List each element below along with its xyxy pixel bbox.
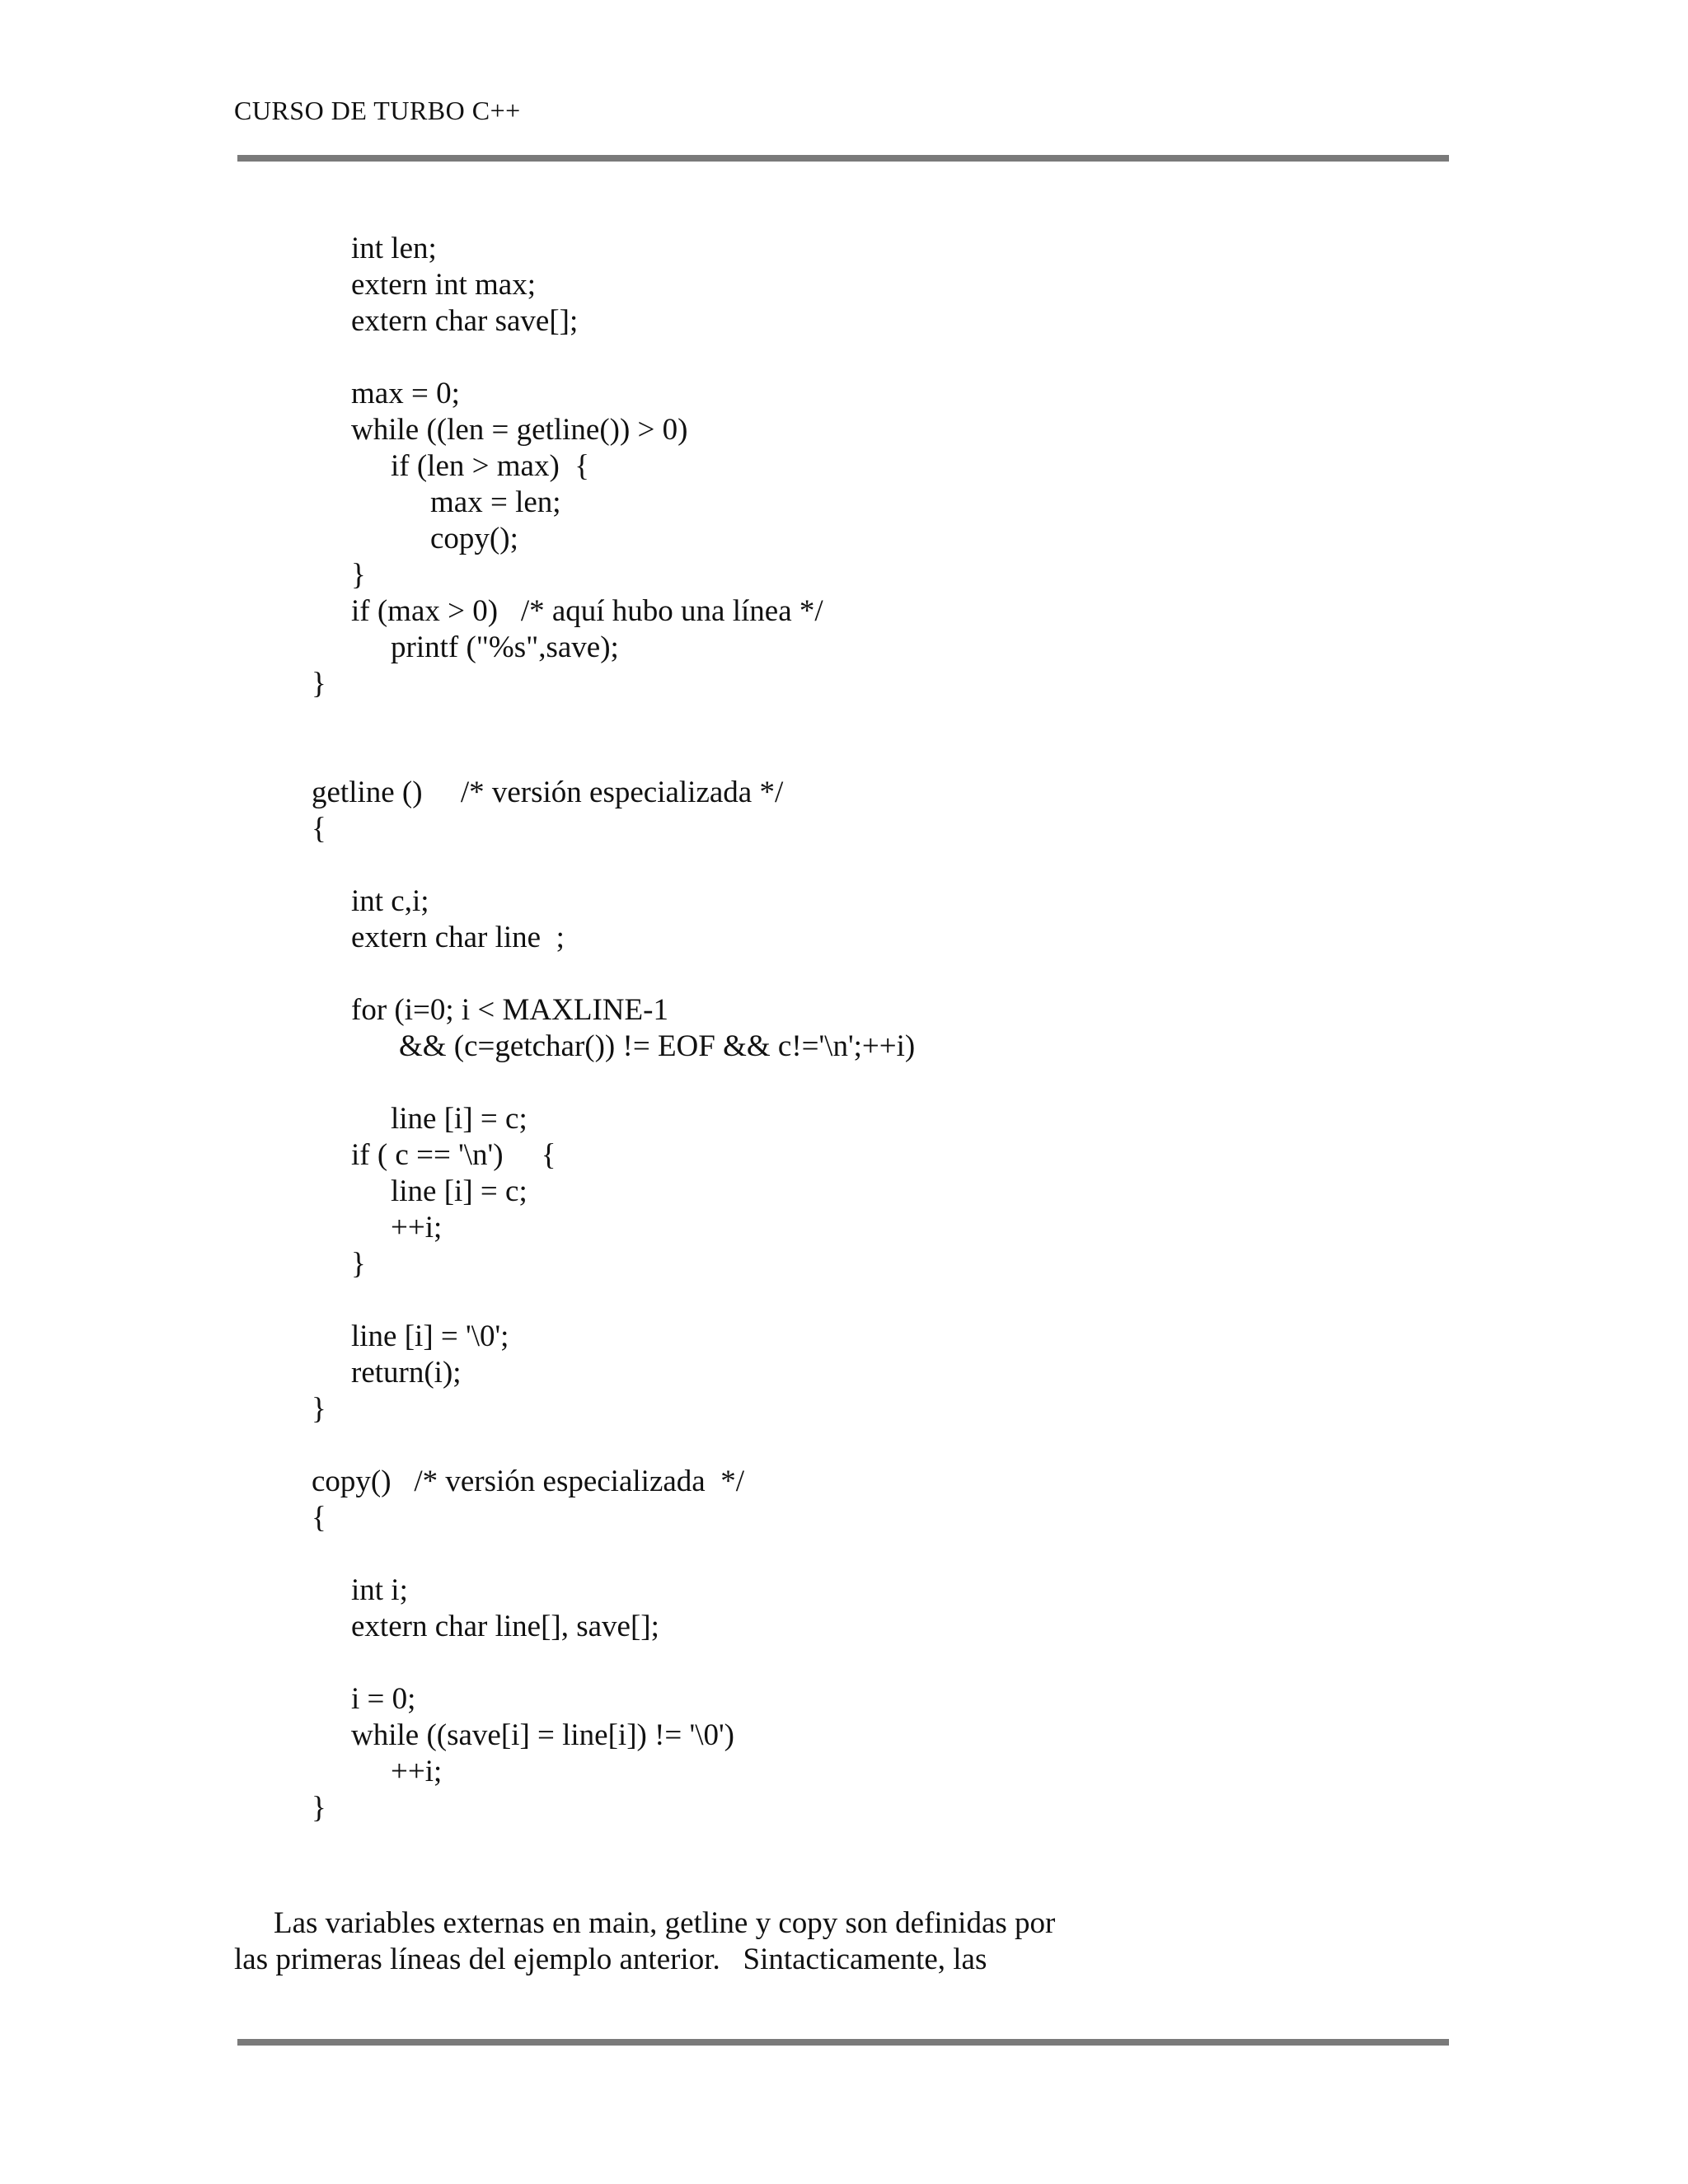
code-line: } xyxy=(312,667,326,701)
code-line: extern char line[], save[]; xyxy=(351,1610,659,1643)
code-line: int len; xyxy=(351,232,437,265)
page-header: CURSO DE TURBO C++ xyxy=(234,96,521,125)
paragraph-line-2: las primeras líneas del ejemplo anterior. Sintacticamente, las xyxy=(234,1943,987,1976)
code-line: line [i] = '\0'; xyxy=(351,1319,509,1353)
code-line: if ( c == '\n') { xyxy=(351,1138,556,1172)
code-line: return(i); xyxy=(351,1356,462,1390)
code-line: } xyxy=(351,1247,366,1281)
code-line: } xyxy=(312,1392,326,1426)
code-line: int i; xyxy=(351,1573,408,1607)
code-line: i = 0; xyxy=(351,1682,416,1716)
code-line: extern char line ; xyxy=(351,921,565,954)
code-line: max = 0; xyxy=(351,377,460,410)
code-line: line [i] = c; xyxy=(391,1102,528,1136)
code-line: if (max > 0) /* aquí hubo una línea */ xyxy=(351,594,823,628)
code-line: if (len > max) { xyxy=(391,449,590,483)
code-line: getline () /* versión especializada */ xyxy=(312,776,784,809)
code-line: printf ("%s",save); xyxy=(391,630,619,664)
code-line: extern char save[]; xyxy=(351,304,579,338)
code-line: } xyxy=(312,1791,326,1825)
code-line: int c,i; xyxy=(351,884,429,918)
code-line: extern int max; xyxy=(351,268,536,302)
code-line: ++i; xyxy=(391,1755,443,1788)
code-line: ++i; xyxy=(391,1211,443,1244)
code-line: while ((len = getline()) > 0) xyxy=(351,413,688,447)
code-line: while ((save[i] = line[i]) != '\0') xyxy=(351,1718,734,1752)
paragraph-line-1: Las variables externas en main, getline y copy son definidas por xyxy=(274,1906,1056,1940)
code-line: copy() /* versión especializada */ xyxy=(312,1465,744,1498)
code-line: for (i=0; i < MAXLINE-1 xyxy=(351,993,668,1027)
code-line: max = len; xyxy=(430,485,561,519)
code-line: { xyxy=(312,1501,326,1535)
code-line: { xyxy=(312,812,326,846)
header-rule xyxy=(237,155,1449,162)
footer-rule xyxy=(237,2039,1449,2046)
code-line: && (c=getchar()) != EOF && c!='\n';++i) xyxy=(399,1029,916,1063)
code-line: line [i] = c; xyxy=(391,1174,528,1208)
code-line: copy(); xyxy=(430,522,518,555)
code-line: } xyxy=(351,558,366,592)
